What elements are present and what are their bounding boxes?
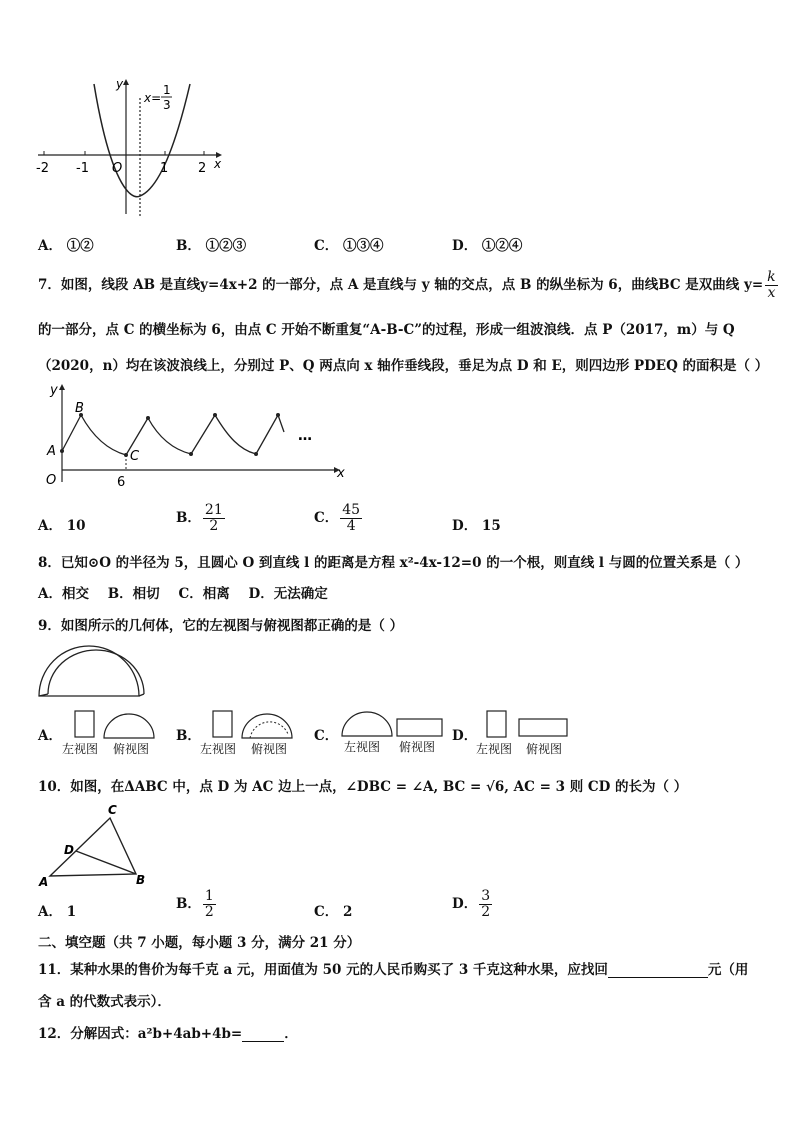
triangle-abc	[50, 818, 136, 876]
label-o: O	[46, 473, 57, 488]
q7-option-b[interactable]: B． $\frac{21}{2}$	[176, 502, 223, 534]
q7-option-c[interactable]: C． $\frac{45}{4}$	[314, 502, 361, 534]
wave-segment	[191, 415, 215, 454]
tick-label: 1	[160, 161, 169, 176]
label-x: x	[337, 466, 345, 481]
wave-segment-bc	[81, 415, 126, 455]
q9-d-top-caption: 俯视图	[526, 742, 563, 756]
q7-stem-line2: 的一部分，点 C 的横坐标为 6，由点 C 开始不断重复“A-B-C”的过程，形成一组波浪线．点 P（2017，m）与 Q	[38, 322, 735, 338]
label-c: C	[130, 449, 140, 464]
q9-solid-figure	[34, 638, 150, 700]
q7-wave-graph	[38, 382, 350, 492]
q7-option-a[interactable]: A． 10	[38, 518, 86, 534]
label-a: A	[47, 444, 56, 459]
origin-label: O	[112, 161, 123, 176]
wave-segment	[215, 415, 256, 454]
y-axis-arrow	[123, 79, 129, 85]
q9-a-left-caption: 左视图	[62, 742, 99, 756]
q9-b-top-view	[240, 712, 294, 740]
q6-parabola-graph	[30, 76, 230, 221]
q9-a-top-view	[102, 712, 156, 740]
q9-option-d-letter[interactable]: D．	[452, 728, 478, 744]
label-y: y	[50, 383, 58, 398]
tick-label: -1	[76, 161, 89, 176]
q9-d-top-view	[518, 718, 570, 738]
q7-stem-line1: 7．如图，线段 AB 是直线y=4x+2 的一部分，点 A 是直线与 y 轴的交点，点 B 的纵坐标为 6，曲线BC 是双曲线 y= $\frac{k}{x}$	[38, 269, 776, 301]
parabola-curve	[94, 84, 190, 197]
wave-segment-ab	[62, 415, 81, 451]
q11-line1: 11．某种水果的售价为每千克 a 元，用面值为 50 元的人民币购买了 3 千克这种水果，应找回 元（用	[38, 962, 749, 978]
label-a: A	[39, 875, 49, 889]
q11-line2: 含 a 的代数式表示）．	[38, 994, 171, 1010]
q9-b-left-view	[212, 710, 234, 740]
ellipsis: …	[298, 428, 312, 444]
q9-a-left-view	[74, 710, 96, 740]
label-c: C	[108, 803, 117, 817]
q9-c-left-view	[340, 710, 394, 738]
q9-c-top-view	[396, 718, 444, 738]
q9-c-top-caption: 俯视图	[399, 740, 436, 754]
y-axis-label: y	[116, 77, 124, 91]
tick-label: -2	[36, 161, 49, 176]
axis-frac-num: 1	[163, 83, 171, 97]
q10-option-a[interactable]: A． 1	[38, 904, 77, 920]
q9-b-top-caption: 俯视图	[251, 742, 288, 756]
q10-option-c[interactable]: C． 2	[314, 904, 353, 920]
x-axis-label: x	[214, 157, 222, 171]
q9-option-a-letter[interactable]: A．	[38, 728, 62, 744]
q7-stem-line3: （2020，n）均在该波浪线上，分别过 P、Q 两点向 x 轴作垂线段，垂足为点 D 和 E，则四边形 PDEQ 的面积是（ ）	[38, 358, 769, 374]
q9-a-top-caption: 俯视图	[113, 742, 150, 756]
q6-option-a[interactable]: A． ①②	[38, 238, 94, 254]
label-d: D	[64, 843, 74, 857]
axis-frac-den: 3	[163, 98, 171, 112]
q9-option-b-letter[interactable]: B．	[176, 728, 201, 744]
q10-option-b[interactable]: B． $\frac{1}{2}$	[176, 888, 214, 920]
q10-stem: 10．如图，在ΔABC 中，点 D 为 AC 边上一点，∠DBC = ∠A, BC = √6, AC = 3 则 CD 的长为（ ）	[38, 779, 688, 795]
wave-segment	[148, 418, 191, 454]
section-heading: 二、填空题（共 7 小题，每小题 3 分，满分 21 分）	[38, 935, 361, 951]
q9-stem: 9．如图所示的几何体，它的左视图与俯视图都正确的是（ ）	[38, 618, 404, 634]
q12-line: 12．分解因式：a²b+4ab+4b= ．	[38, 1026, 298, 1042]
tick-label: 2	[198, 161, 207, 176]
q8-stem: 8．已知⊙O 的半径为 5，且圆心 O 到直线 l 的距离是方程 x²-4x-12=0 的一个根，则直线 l 与圆的位置关系是（ ）	[38, 555, 749, 571]
label-b: B	[75, 401, 84, 416]
q9-d-left-caption: 左视图	[476, 742, 513, 756]
label-six: 6	[117, 475, 126, 490]
q12-answer-blank[interactable]	[242, 1027, 284, 1042]
q10-triangle-figure	[36, 802, 156, 890]
q6-option-d[interactable]: D． ①②④	[452, 238, 523, 254]
point-a	[60, 449, 64, 453]
q6-option-c[interactable]: C． ①③④	[314, 238, 384, 254]
q9-d-left-view	[486, 710, 508, 740]
q9-c-left-caption: 左视图	[344, 740, 381, 754]
q10-option-d[interactable]: D． $\frac{3}{2}$	[452, 888, 491, 920]
q9-b-left-caption: 左视图	[200, 742, 237, 756]
q8-options[interactable]: A．相交 B．相切 C．相离 D．无法确定	[38, 586, 328, 602]
wave-segment	[256, 415, 278, 454]
label-b: B	[136, 873, 146, 887]
wave-segment	[278, 415, 284, 432]
axis-equation: x=	[144, 91, 162, 105]
q9-option-c-letter[interactable]: C．	[314, 728, 339, 744]
q7-option-d[interactable]: D． 15	[452, 518, 501, 534]
q11-answer-blank[interactable]	[608, 962, 708, 978]
k-over-x-fraction: $\frac{k}{x}$	[767, 269, 776, 301]
q6-option-b[interactable]: B． ①②③	[176, 238, 247, 254]
